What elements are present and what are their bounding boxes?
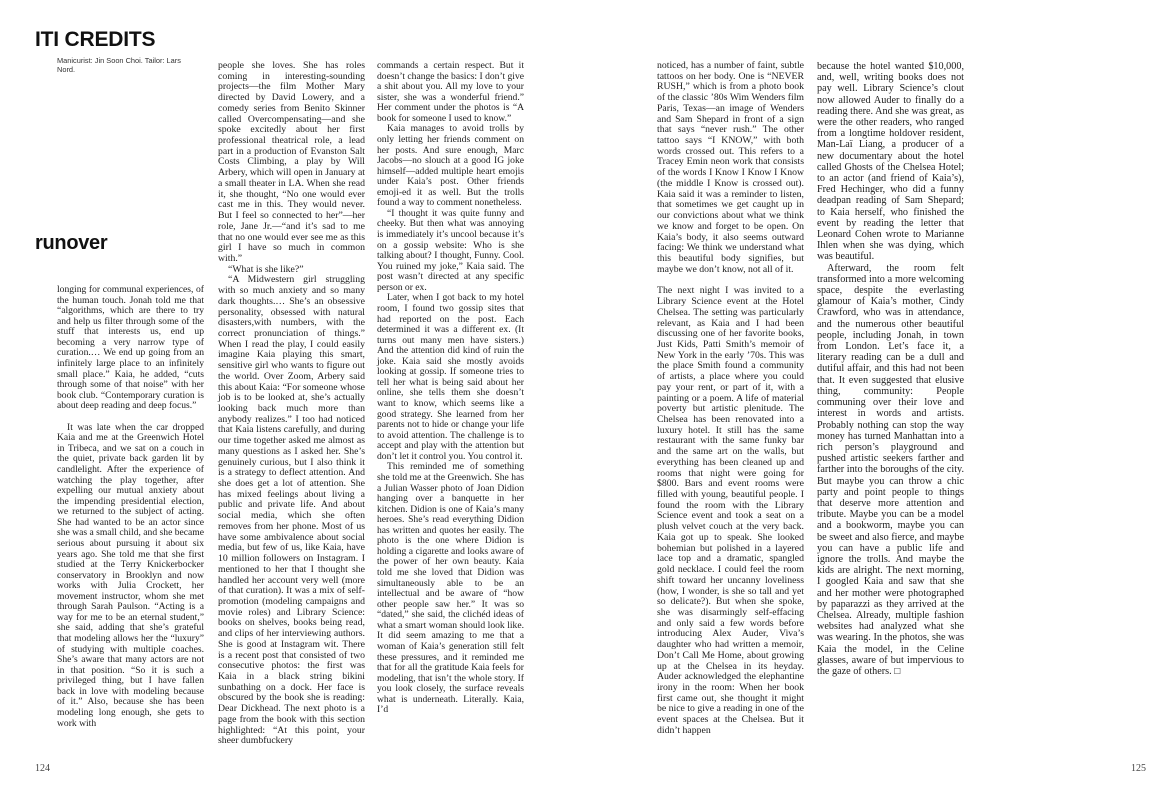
page-number-right: 125 <box>1131 763 1146 774</box>
page-number-left: 124 <box>35 763 50 774</box>
paragraph: longing for communal experiences, of the human touch. Jonah told me that “algorithms, which are there to try and help us filter through some of the stuff that interests us, end up becoming a very narrow type of curation.… We end up going from an infinitely large place to an infinitely small place.” Kaia, he added, “cuts through some of that noise” with her book club. “Contemporary curation is about deep reading and deep focus.” <box>57 284 204 412</box>
paragraph: commands a certain respect. But it doesn’t change the basics: I don’t give a shit about you. All my love to your sister, she was a wonderful friend.” Her comment under the photos is “A book for someone I used to know.” <box>377 60 525 124</box>
paragraph: Afterward, the room felt transformed into a more welcoming space, despite the everlasting glamour of Kaia’s mother, Cindy Crawford, who was in attendance, and the numerous other beautiful people, including Jonah, in town from London. Let’s face it, a literary reading can be a dull and dutiful affair, and this had not been that. It even suggested that elusive thing, community: People communing over their love and interest in words and artists. Probably nothing can stop the way money has turned Manhattan into a rich person’s playground and pushed artistic seekers farther and farther into the boroughs of the city. But maybe you can throw a chic party and point people to things that deserve more attention and tribute. Maybe you can be a model and a bookworm, maybe you can be sweet and also fierce, and maybe you can have a public life and ignore the trolls. And maybe the kids are alright. The next morning, I googled Kaia and saw that she and her mother were photographed by paparazzi as they arrived at the Chelsea. Already, multiple fashion websites had analyzed what she was wearing. In the photos, she was Kaia the model, in the Celine glasses, aware of but impervious to the gaze of others. □ <box>817 262 964 677</box>
paragraph: The next night I was invited to a Library Science event at the Hotel Chelsea. The setting was particularly relevant, as Kaia and I had been discussing one of her favorite books, Just Kids, Patti Smith’s memoir of New York in the early ’70s. This was the place Smith found a community of artists, a place where you could pay your rent, or part of it, with a painting or a poem. A life of material poverty but artistic plenitude. The Chelsea has been renovated into a luxury hotel. It still has the same restaurant with the same funky bar and the same art on the walls, but everything has been cleaned up and rooms that night were going for $800. Bars and event rooms were filled with young, beautiful people. I found the room with the Library Science event and took a seat on a plush velvet couch at the very back. Kaia got up to speak. She looked bohemian but polished in a layered lace top and a dramatic, spangled gold necklace. I could feel the room shift toward her uncanny loveliness (how, I wonder, is she so tall and yet so delicate?). But when she spoke, she was disarmingly self-effacing and only said a few words before introducing Alex Auder, Viva’s daughter who had written a memoir, Don’t Call Me Home, about growing up at the Chelsea in its heyday. Auder acknowledged the elephantine irony in the room: When her book first came out, she thought it might be nice to give a reading in one of the event spaces at the Chelsea. But it didn’t happen <box>657 285 805 736</box>
right-page <box>588 0 1176 800</box>
article-column-5 <box>817 61 964 677</box>
paragraph: Kaia manages to avoid trolls by only letting her friends comment on her posts. And sure enough, Marc Jacobs—no slouch at a good IG joke himself—added multiple heart emojis under Kaia’s post. Other friends emoji-ed it as well. But the trolls found a way to comment nonetheless. <box>377 123 524 209</box>
paragraph: It was late when the car dropped Kaia and me at the Greenwich Hotel in Tribeca, and we sat on a couch in the quiet, private back garden lit by candlelight. After the experience of watching the play together, after expelling our mutual anxiety about the impending presidential election, we returned to the subject of acting. She had wanted to be an actor since she was a small child, and she became serious about pursuing it about six years ago. She told me that she first studied at the Terry Knickerbocker conservatory in Brooklyn and now works with Julia Crockett, her movement instructor, whom she met through Sarah Paulson. “Acting is a way for me to be an eternal student,” she said, adding that she’s grateful that modeling allows her the “luxury” of studying with multiple coaches. She’s aware that many actors are not in that position. “So it is such a privileged thing, but I have fallen back in love with modeling because of it.” Also, because she has been modeling long enough, she gets to work with <box>57 421 204 729</box>
article-column-1 <box>57 285 204 729</box>
article-column-3 <box>377 61 524 716</box>
paragraph: Later, when I got back to my hotel room, I found two gossip sites that had reported on the post. Each determined it was a different ex. (It turns out many men have sisters.) And the attention did kind of ruin the joke. Kaia said she mostly avoids looking at gossip. If someone tries to tell her what is being said about her online, she tells them she doesn’t want to know, which seems like a good strategy. She learned from her parents not to hide or change your life to avoid attention. The challenge is to accept and play with the attention but don’t let it control you. You control it. <box>377 292 524 462</box>
paragraph: “What is she like?” <box>228 263 304 275</box>
credits-text: Manicurist: Jin Soon Choi. Tailor: Lars Nord. <box>57 56 181 74</box>
paragraph: noticed, has a number of faint, subtle tattoos on her body. One is “NEVER RUSH,” which is from a photo book of the classic ’80s Wim Wenders film Paris, Texas—an image of Wenders and Sam Shepard in front of a sign that says “never rush.” The other tattoo says “I KNOW,” with both words crossed out. This refers to a Tracey Emin neon work that consists of the words I Know I Know I Know (the middle I Know is crossed out). Kaia said it was a reminder to listen, that sometimes we get caught up in our convictions about what we think we know and forget to be open. On Kaia’s body, it also seems outward facing: We think we understand what this beautiful body signifies, but maybe we don’t know, not all of it. <box>657 60 804 275</box>
paragraph: because the hotel wanted $10,000, and, well, writing books does not pay well. Library Science’s clout now allowed Auder to finally do a reading there. And she was great, as were the other readers, who ranged from a longtime holdover resident, Man-Laï Liang, a producer of a new documentary about the hotel called Ghosts of the Chelsea Hotel; to an actor (and friend of Kaia’s), Fred Hechinger, who did a funny deadpan reading of Sam Shepard; to Kaia herself, who finished the event by reading the letter that Leonard Cohen wrote to Marianne Ihlen when she was dying, which was beautiful. <box>817 61 964 263</box>
credits-heading: ITI CREDITS <box>35 28 156 51</box>
paragraph: This reminded me of something she told me at the Greenwich. She has a Julian Wasser photo of Joan Didion hanging over a banquette in her kitchen. Didion is one of Kaia’s many heroes. She’s read everything Didion has written and quotes her easily. The photo is the one where Didion is holding a cigarette and looks aware of the power of her own beauty. Kaia told me she loved that Didion was simultaneously able to be an intellectual and be aware of “how other people saw her.” It was so “dated,” she said, the clichéd ideas of what a smart woman should look like. It did seem amazing to me that a woman of Kaia’s generation still felt these pressures, and it reminded me that for all the gratitude Kaia feels for modeling, that isn’t the whole story. If you look closely, the surface reveals what is underneath. Literally. Kaia, I’d <box>377 461 524 716</box>
article-column-2 <box>218 61 365 747</box>
paragraph: people she loves. She has roles coming in interesting-sounding projects—the film Mother Mary directed by David Lowery, and a comedy series from Benito Skinner called Overcompensating—and she spoke excitedly about her first professional theatrical role, a lead part in a production of Evanston Salt Costs Climbing, a play by Will Arbery, which will open in January at a small theater in LA. When she read it, she thought, “No one would ever cast me in this. They would never. But I feel so connected to her”—her role, Jane Jr.—“and it’s sad to me that no one would ever see me as this girl I have so much in common with.” <box>218 60 365 264</box>
paragraph: “I thought it was quite funny and cheeky. But then what was annoying is immediately it’s uncool because it’s on a gossip website: Who is she talking about? I thought, Funny. Cool. You ruined my joke,” Kaia said. The post wasn’t directed at any specific person or ex. <box>377 207 524 293</box>
runover-heading: runover <box>35 232 108 254</box>
article-column-4 <box>657 61 804 737</box>
paragraph: “A Midwestern girl struggling with so much anxiety and so many dark thoughts.… She’s an obsessive personality, obsessed with natural disasters,with numbers, with the correct pronunciation of things.” When I read the play, I could easily imagine Kaia playing this smart, sensitive girl who wants to figure out the world. Over Zoom, Arbery said this about Kaia: “For someone whose job is to be looked at, she’s actually looking back much more than anybody realizes.” I too had noticed that Kaia listens carefully, and during our time together asked me almost as many questions as I asked her. She’s genuinely curious, but I also think it is a strategy to deflect attention. And she does get a lot of attention. She has mixed feelings about living a public and private life. And about social media, which she often removes from her phone. Most of us have some ambivalence about social media, but few of us, like Kaia, have 10 million followers on Instagram. I mentioned to her that I thought she handled her account very well (more of that curation). It was a mix of self-promotion (modeling campaigns and movie roles) and Library Science: books on shelves, books being read, and clips of her interviewing authors. She is good at Instagram wit. There is a recent post that consisted of two consecutive photos: the first was Kaia in a black string bikini sunbathing on a dock. Her face is obscured by the book she is reading: Dear Dickhead. The next photo is a page from the book with this section highlighted: “At this point, your sheer dumbfuckery <box>218 274 365 747</box>
